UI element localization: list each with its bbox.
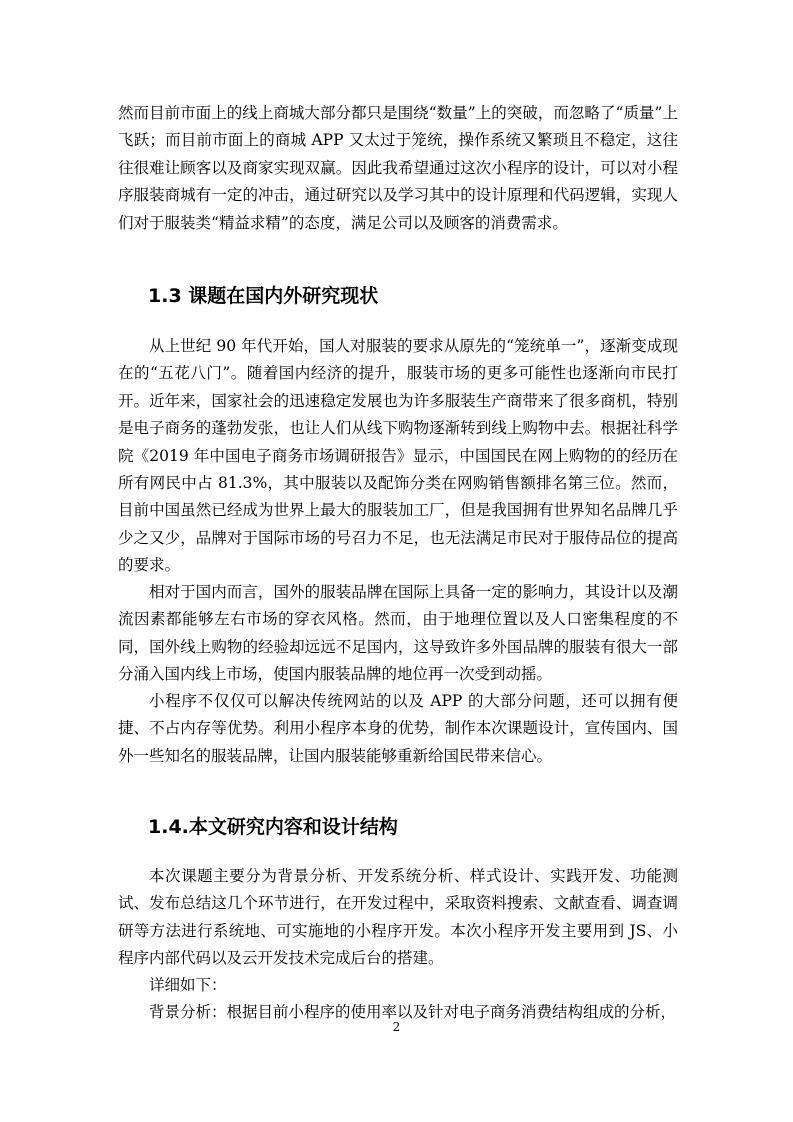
section-1-3-paragraph-3: 小程序不仅仅可以解决传统网站的以及 APP 的大部分问题，还可以拥有便捷、不占内存等优势。利用小程序本身的优势，制作本次课题设计，宣传国内、国外一些知名的服装品牌，让国内服装能够重新给国民带来信心。 — [118, 692, 678, 765]
page-number: 2 — [392, 1020, 401, 1034]
section-1-3-paragraph-2: 相对于国内而言，国外的服装品牌在国际上具备一定的影响力，其设计以及潮流因素都能够左右市场的穿衣风格。然而，由于地理位置以及人口密集程度的不同，国外线上购物的经验却远远不足国内，这导致许多外国品牌的服装有很大一部分涌入国内线上市场，使国内服装品牌的地位再一次受到动摇。 — [118, 583, 678, 684]
section-1-4-paragraph-3: 背景分析：根据目前小程序的使用率以及针对电子商务消费结构组成的分析， — [149, 1003, 677, 1021]
section-1-4-paragraph-1: 本次课题主要分为背景分析、开发系统分析、样式设计、实践开发、功能测试、发布总结这几个环节进行，在开发过程中，采取资料搜索、文献查看、调查调研等方法进行系统地、可实施地的小程序开发。本次小程序开发主要用到 JS、小程序内部代码以及云开发技术完成后台的搭建。 — [118, 867, 678, 968]
section-heading-1-4: 1.4.本文研究内容和设计结构 — [148, 816, 398, 838]
section-heading-1-3: 1.3 课题在国内外研究现状 — [148, 285, 379, 307]
intro-paragraph: 然而目前市面上的线上商城大部分都只是围绕“数量”上的突破，而忽略了“质量”上飞跃；而目前市面上的商城 APP 又太过于笼统，操作系统又繁琐且不稳定，这往往很难让顾客以及商家实现双赢。因此我希望通过这次小程序的设计，可以对小程序服装商城有一定的冲击，通过研究以及学习其中的设计原理和代码逻辑，实现人们对于服装类“精益求精”的态度，满足公司以及顾客的消费需求。 — [118, 104, 678, 232]
section-1-3-paragraph-1: 从上世纪 90 年代开始，国人对服装的要求从原先的“笼统单一”，逐渐变成现在的“五花八门”。随着国内经济的提升，服装市场的更多可能性也逐渐向市民打开。近年来，国家社会的迅速稳定发展也为许多服装生产商带来了很多商机，特别是电子商务的蓬勃发张，也让人们从线下购物逐渐转到线上购物中去。根据社科学院《2019 年中国电子商务市场调研报告》显示，中国国民在网上购物的的经历在所有网民中占 81.3%，其中服装以及配饰分类在网购销售额排名第三位。然而，目前中国虽然已经成为世界上最大的服装加工厂，但是我国拥有世界知名品牌几乎少之又少，品牌对于国际市场的号召力不足，也无法满足市民对于服侍品位的提高的要求。 — [118, 337, 678, 575]
section-1-4-paragraph-2: 详细如下： — [149, 976, 227, 994]
